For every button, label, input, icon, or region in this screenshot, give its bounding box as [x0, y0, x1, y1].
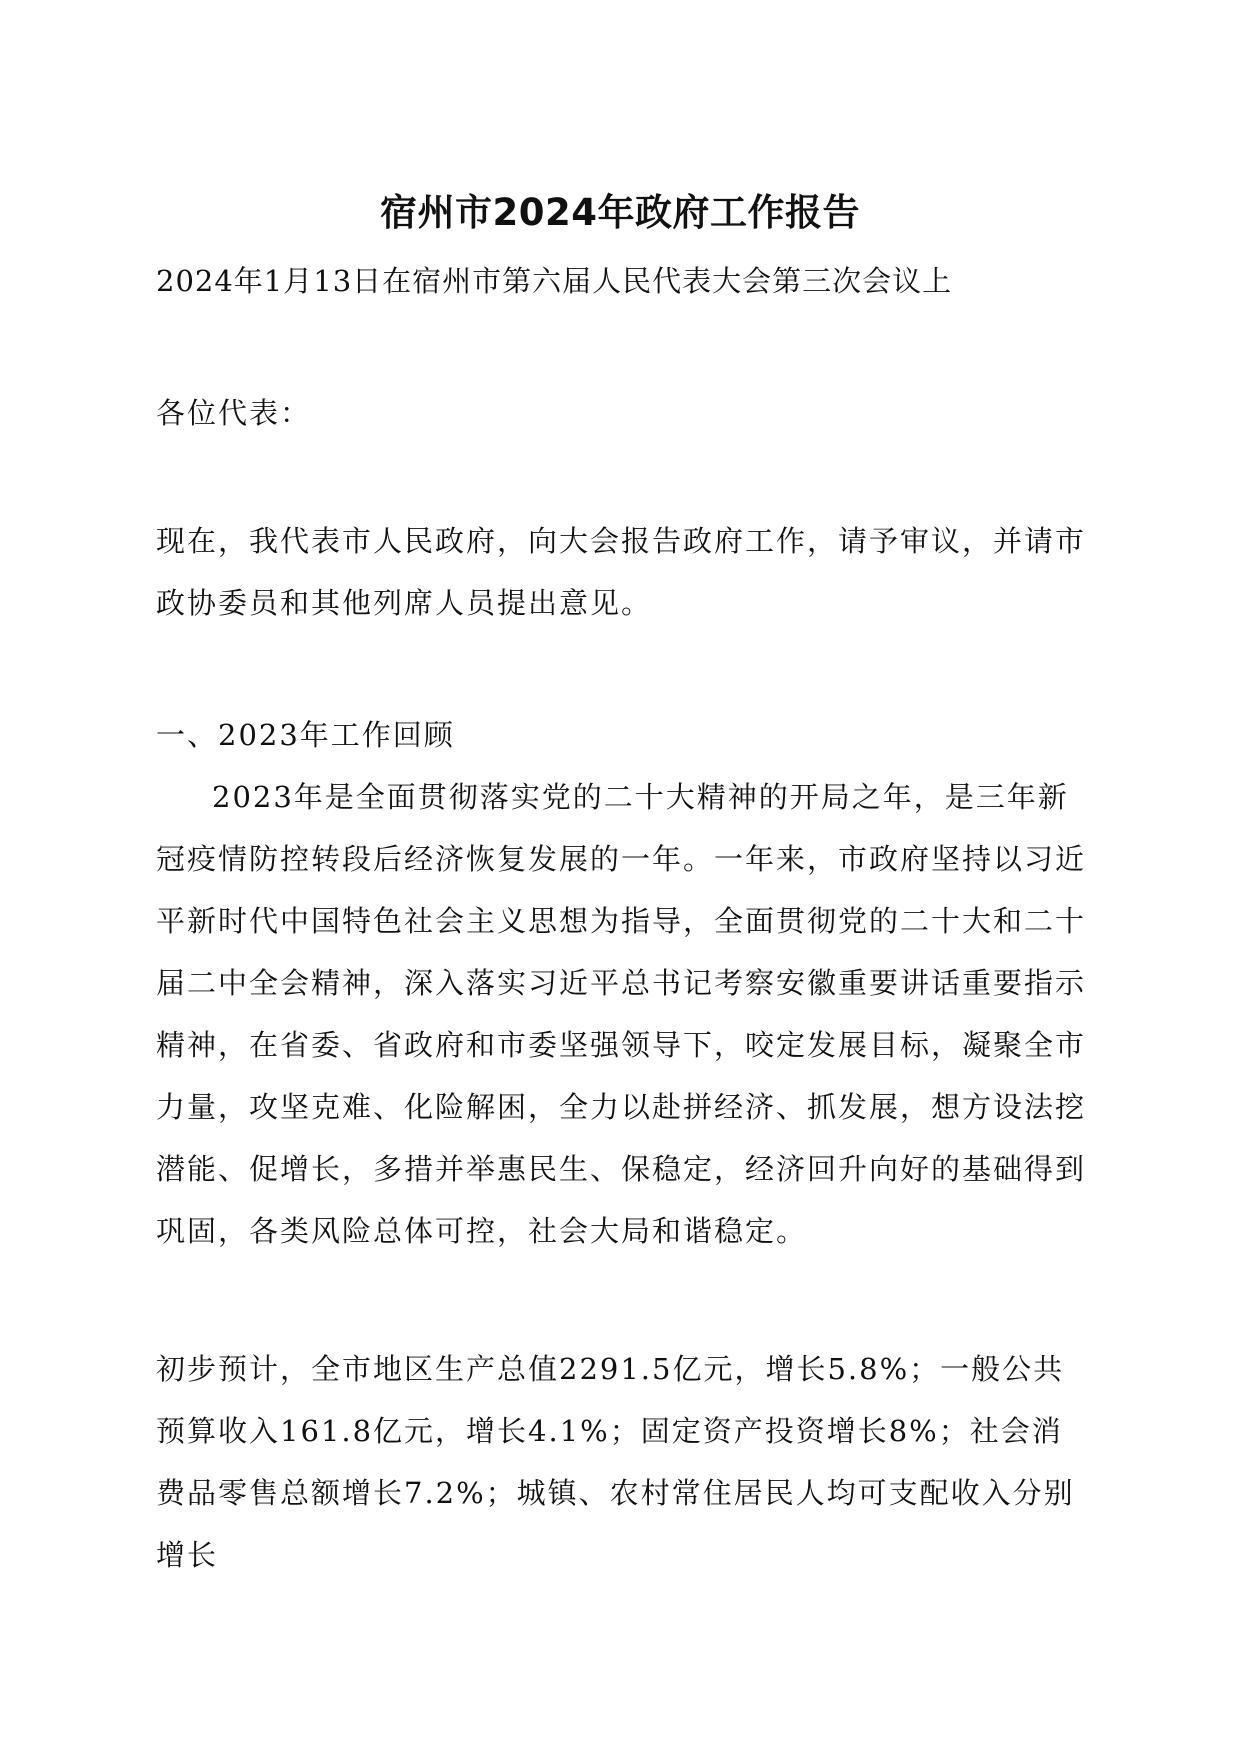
stats-paragraph: 初步预计，全市地区生产总值2291.5亿元，增长5.8%；一般公共预算收入161.8亿元，增长4.1%；固定资产投资增长8%；社会消费品零售总额增长7.2%；城镇、农村常住居民人均可支配收入分别增长	[156, 1352, 1075, 1572]
document-subtitle: 2024年1月13日在宿州市第六届人民代表大会第三次会议上	[156, 264, 953, 298]
intro-paragraph: 现在，我代表市人民政府，向大会报告政府工作，请予审议，并请市政协委员和其他列席人员提出意见。	[156, 524, 1087, 620]
review-paragraph: 2023年是全面贯彻落实党的二十大精神的开局之年，是三年新冠疫情防控转段后经济恢复发展的一年。一年来，市政府坚持以习近平新时代中国特色社会主义思想为指导，全面贯彻党的二十大和二十届二中全会精神，深入落实习近平总书记考察安徽重要讲话重要指示精神，在省委、省政府和市委坚强领导下，咬定发展目标，凝聚全市力量，攻坚克难、化险解困，全力以赴拼经济、抓发展，想方设法挖潜能、促增长，多措并举惠民生、保稳定，经济回升向好的基础得到巩固，各类风险总体可控，社会大局和谐稳定。	[156, 780, 1087, 1248]
document-title: 宿州市2024年政府工作报告	[380, 191, 860, 234]
section-heading: 一、2023年工作回顾	[156, 718, 455, 752]
salutation: 各位代表：	[156, 396, 312, 430]
